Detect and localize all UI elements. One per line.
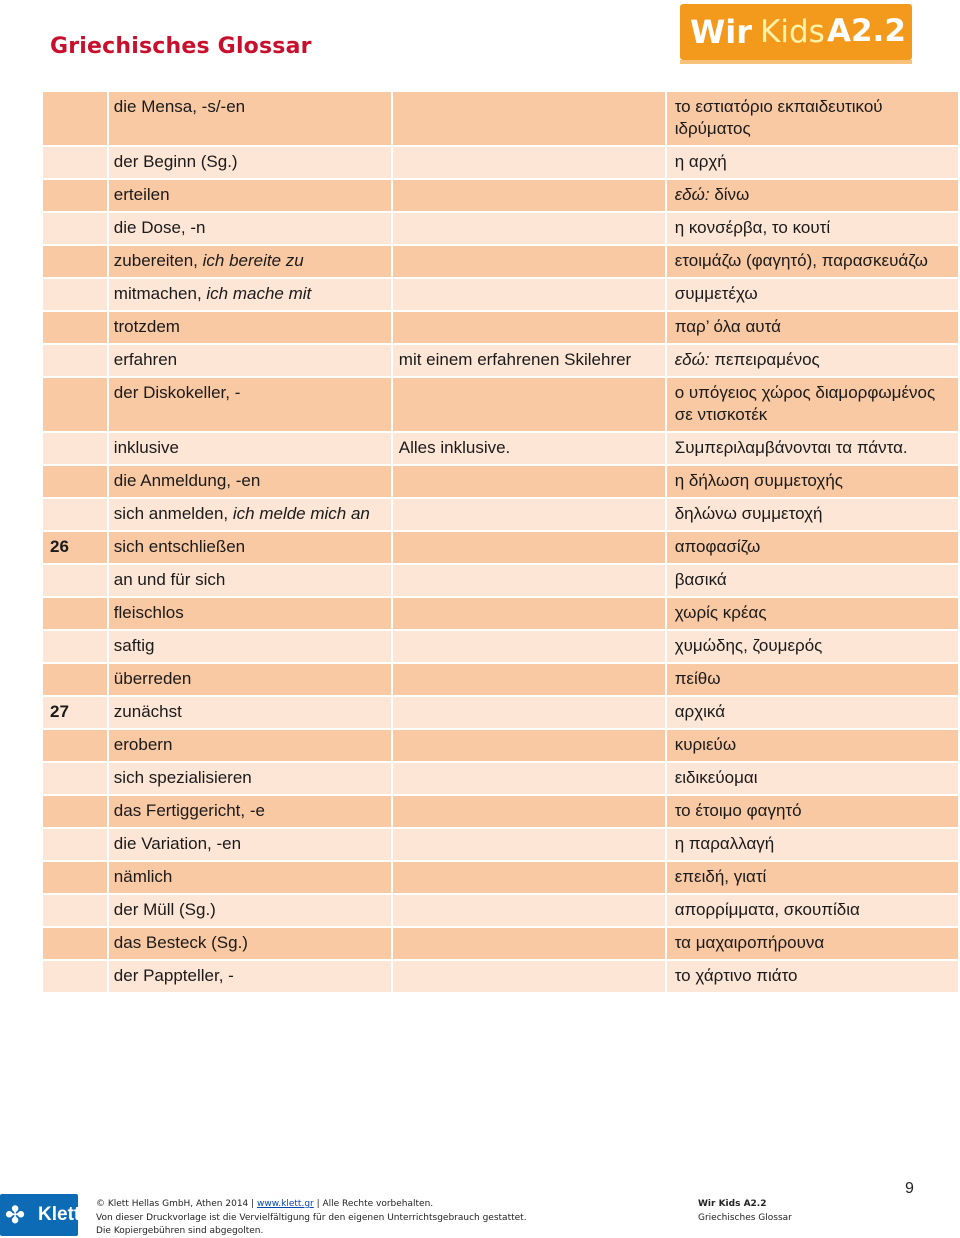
greek-translation [667, 246, 958, 277]
german-term [109, 499, 391, 530]
greek-translation-text: δηλώνω συμμετοχή [674, 504, 823, 523]
greek-translation-text: χυμώδης, ζουμερός [674, 636, 823, 655]
lesson-number: 27 [43, 697, 107, 728]
greek-translation-text: το έτοιμο φαγητό [674, 801, 802, 820]
german-term-form: ich bereite zu [202, 251, 304, 270]
usage-example [393, 730, 665, 761]
glossary-row [43, 862, 958, 893]
glossary-row [43, 180, 958, 211]
greek-translation [667, 928, 958, 959]
greek-translation-text: αποφασίζω [674, 537, 761, 556]
usage-example [393, 598, 665, 629]
german-term [109, 92, 391, 145]
greek-translation-text: ειδικεύομαι [674, 768, 758, 787]
usage-example [393, 92, 665, 145]
greek-translation [667, 180, 958, 211]
greek-translation [667, 631, 958, 662]
usage-example [393, 895, 665, 926]
logo-text-kids: Kids [760, 14, 825, 50]
lesson-number [43, 961, 107, 992]
page-title: Griechisches Glossar [50, 34, 312, 59]
logo-text-wir: Wir [690, 13, 753, 51]
greek-context-label: εδώ: [674, 350, 710, 369]
usage-example [393, 147, 665, 178]
german-term [109, 961, 391, 992]
german-term-text: die Anmeldung, -en [113, 471, 261, 490]
usage-example: Alles inklusive. [393, 433, 665, 464]
glossary-row [43, 499, 958, 530]
greek-translation-text: βασικά [674, 570, 727, 589]
glossary-row [43, 895, 958, 926]
german-term-text: das Fertiggericht, -e [113, 801, 265, 820]
greek-translation [667, 378, 958, 431]
german-term [109, 664, 391, 695]
greek-translation-text: το εστιατόριο εκπαιδευτικού ιδρύματος [674, 97, 883, 138]
greek-translation [667, 279, 958, 310]
glossary-row [43, 730, 958, 761]
greek-translation-text: Συμπεριλαμβάνονται τα πάντα. [674, 438, 908, 457]
german-term-text: sich entschließen [113, 537, 246, 556]
greek-translation-text: η δήλωση συμμετοχής [674, 471, 843, 490]
greek-translation [667, 92, 958, 145]
usage-example [393, 466, 665, 497]
german-term [109, 433, 391, 464]
german-term [109, 246, 391, 277]
greek-translation-text: δίνω [709, 185, 750, 204]
german-term-text: nämlich [113, 867, 173, 886]
usage-example [393, 213, 665, 244]
copyright-prefix: © Klett Hellas GmbH, Athen 2014 | [96, 1199, 258, 1209]
german-term-text: die Mensa, -s/-en [113, 97, 246, 116]
glossary-row [43, 246, 958, 277]
lesson-number [43, 279, 107, 310]
usage-example [393, 180, 665, 211]
german-term [109, 730, 391, 761]
lesson-number [43, 378, 107, 431]
glossary-row [43, 92, 958, 145]
german-term [109, 928, 391, 959]
german-term [109, 829, 391, 860]
german-term [109, 796, 391, 827]
usage-example [393, 961, 665, 992]
greek-translation [667, 433, 958, 464]
usage-example [393, 532, 665, 563]
german-term-form: ich melde mich an [232, 504, 370, 523]
greek-translation [667, 664, 958, 695]
copyright-line [96, 1199, 433, 1209]
lesson-number [43, 246, 107, 277]
lesson-number [43, 180, 107, 211]
greek-translation [667, 312, 958, 343]
usage-example [393, 697, 665, 728]
greek-translation-text: παρ’ όλα αυτά [674, 317, 781, 336]
german-term-text: der Diskokeller, - [113, 383, 241, 402]
german-term [109, 565, 391, 596]
glossary-row [43, 796, 958, 827]
greek-translation [667, 598, 958, 629]
greek-translation [667, 796, 958, 827]
usage-example [393, 829, 665, 860]
logo-text-level: A2.2 [827, 13, 906, 49]
greek-translation-text: απορρίμματα, σκουπίδια [674, 900, 860, 919]
lesson-number [43, 345, 107, 376]
glossary-row [43, 147, 958, 178]
greek-context-label: εδώ: [674, 185, 710, 204]
german-term [109, 378, 391, 431]
german-term-text: die Variation, -en [113, 834, 242, 853]
german-term-text: trotzdem [113, 317, 180, 336]
greek-translation-text: επειδή, γιατί [674, 867, 767, 886]
german-term-text: erobern [113, 735, 173, 754]
greek-translation-text: συμμετέχω [674, 284, 758, 303]
lesson-number [43, 598, 107, 629]
glossary-row [43, 829, 958, 860]
german-term-text: inklusive [113, 438, 179, 457]
lesson-number: 26 [43, 532, 107, 563]
german-term-text: das Besteck (Sg.) [113, 933, 248, 952]
german-term [109, 895, 391, 926]
german-term [109, 763, 391, 794]
usage-example [393, 312, 665, 343]
greek-translation [667, 213, 958, 244]
usage-example [393, 499, 665, 530]
greek-translation-text: η αρχή [674, 152, 727, 171]
glossary-row [43, 466, 958, 497]
glossary-row [43, 763, 958, 794]
glossary-row [43, 664, 958, 695]
greek-translation-text: χωρίς κρέας [674, 603, 767, 622]
lesson-number [43, 895, 107, 926]
german-term-text: die Dose, -n [113, 218, 206, 237]
lesson-number [43, 213, 107, 244]
reproduction-note: Von dieser Druckvorlage ist die Vervielfältigung für den eigenen Unterrichtsgebrauch gestattet. [96, 1213, 527, 1223]
greek-translation-text: η κονσέρβα, το κουτί [674, 218, 831, 237]
lesson-number [43, 763, 107, 794]
german-term-text: zunächst [113, 702, 182, 721]
logo-underline [680, 60, 912, 64]
glossary-row [43, 279, 958, 310]
glossary-table [41, 90, 960, 994]
usage-example [393, 664, 665, 695]
usage-example [393, 279, 665, 310]
usage-example [393, 862, 665, 893]
lesson-number [43, 829, 107, 860]
glossary-row [43, 928, 958, 959]
greek-translation-text: ετοιμάζω (φαγητό), παρασκευάζω [674, 251, 928, 270]
glossary-body [43, 92, 958, 992]
greek-translation-text: τα μαχαιροπήρουνα [674, 933, 825, 952]
footer-book-title: Wir Kids A2.2 [698, 1199, 767, 1209]
glossary-row [43, 598, 958, 629]
glossary-row [43, 532, 958, 563]
lesson-number [43, 433, 107, 464]
lesson-number [43, 466, 107, 497]
copyright-suffix: | Alle Rechte vorbehalten. [313, 1199, 434, 1209]
greek-translation [667, 466, 958, 497]
greek-translation [667, 147, 958, 178]
greek-translation [667, 345, 958, 376]
greek-translation-text: η παραλλαγή [674, 834, 775, 853]
klett-logo [0, 1194, 81, 1236]
glossary-row [43, 378, 958, 431]
page-footer [0, 1170, 960, 1238]
greek-translation-text: πεπειραμένος [709, 350, 820, 369]
lesson-number [43, 92, 107, 145]
klett-website-link[interactable]: www.klett.gr [257, 1199, 314, 1209]
klett-emblem-icon: ✤ [5, 1201, 26, 1229]
greek-translation [667, 862, 958, 893]
glossary-row [43, 312, 958, 343]
usage-example [393, 631, 665, 662]
usage-example [393, 246, 665, 277]
usage-example [393, 796, 665, 827]
german-term-text: fleischlos [113, 603, 184, 622]
fees-note: Die Kopiergebühren sind abgegolten. [96, 1226, 264, 1236]
lesson-number [43, 796, 107, 827]
greek-translation-text: αρχικά [674, 702, 726, 721]
usage-example [393, 565, 665, 596]
german-term-text: saftig [113, 636, 155, 655]
glossary-row [43, 345, 958, 376]
greek-translation [667, 565, 958, 596]
page-number: 9 [905, 1180, 914, 1197]
lesson-number [43, 862, 107, 893]
glossary-row [43, 631, 958, 662]
glossary-row [43, 213, 958, 244]
german-term-text: der Pappteller, - [113, 966, 234, 985]
lesson-number [43, 499, 107, 530]
german-term-text: erfahren [113, 350, 178, 369]
german-term [109, 312, 391, 343]
german-term [109, 279, 391, 310]
greek-translation [667, 499, 958, 530]
german-term [109, 631, 391, 662]
usage-example [393, 928, 665, 959]
german-term [109, 180, 391, 211]
greek-translation [667, 697, 958, 728]
glossary-row [43, 565, 958, 596]
german-term [109, 862, 391, 893]
lesson-number [43, 664, 107, 695]
german-term [109, 466, 391, 497]
german-term [109, 598, 391, 629]
greek-translation-text: πείθω [674, 669, 721, 688]
german-term-text: mitmachen, [113, 284, 207, 303]
german-term-text: der Beginn (Sg.) [113, 152, 238, 171]
german-term-text: der Müll (Sg.) [113, 900, 216, 919]
usage-example [393, 763, 665, 794]
greek-translation-text: κυριεύω [674, 735, 737, 754]
lesson-number [43, 730, 107, 761]
german-term-text: sich spezialisieren [113, 768, 252, 787]
german-term-text: erteilen [113, 185, 170, 204]
usage-example: mit einem erfahrenen Skilehrer [393, 345, 665, 376]
glossary-row [43, 697, 958, 728]
greek-translation [667, 961, 958, 992]
lesson-number [43, 312, 107, 343]
glossary-row [43, 961, 958, 992]
german-term [109, 213, 391, 244]
german-term [109, 345, 391, 376]
klett-logo-text: Klett [38, 1204, 81, 1225]
greek-translation [667, 532, 958, 563]
greek-translation [667, 730, 958, 761]
wir-kids-logo [680, 4, 912, 60]
lesson-number [43, 631, 107, 662]
lesson-number [43, 565, 107, 596]
greek-translation-text: το χάρτινο πιάτο [674, 966, 798, 985]
german-term-text: zubereiten, [113, 251, 203, 270]
footer-glossary-label: Griechisches Glossar [698, 1213, 792, 1223]
german-term-form: ich mache mit [206, 284, 312, 303]
german-term-text: überreden [113, 669, 192, 688]
greek-translation [667, 829, 958, 860]
german-term [109, 697, 391, 728]
lesson-number [43, 147, 107, 178]
german-term-text: an und für sich [113, 570, 226, 589]
greek-translation [667, 763, 958, 794]
usage-example [393, 378, 665, 431]
greek-translation-text: ο υπόγειος χώρος διαμορφωμένος σε ντισκοτέκ [674, 383, 936, 424]
glossary-row [43, 433, 958, 464]
lesson-number [43, 928, 107, 959]
german-term [109, 532, 391, 563]
greek-translation [667, 895, 958, 926]
german-term [109, 147, 391, 178]
german-term-text: sich anmelden, [113, 504, 233, 523]
